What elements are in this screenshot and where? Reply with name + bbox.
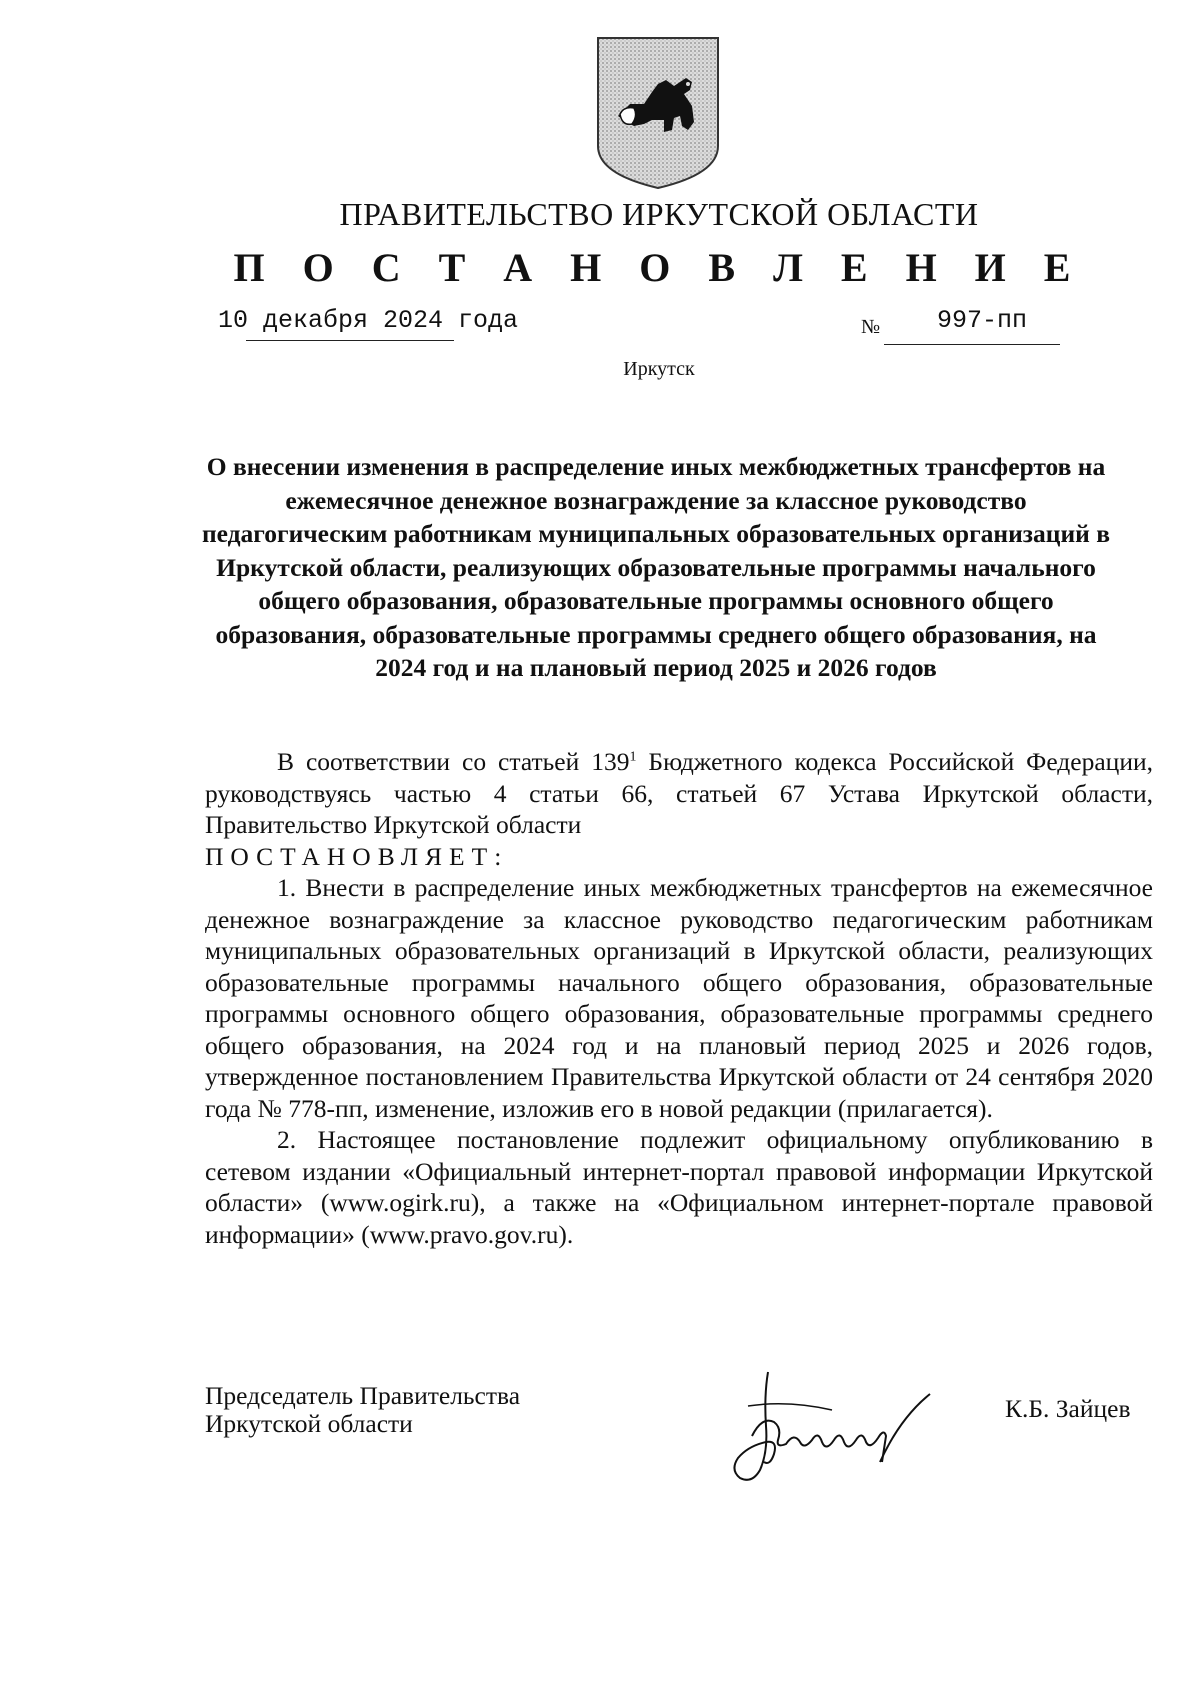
preamble-paragraph	[205, 746, 1153, 841]
signatory-position	[205, 1382, 520, 1438]
issue-city: Иркутск	[623, 358, 695, 380]
signatory-name: К.Б. Зайцев	[1005, 1394, 1131, 1423]
document-heading: О внесении изменения в распределение иных межбюджетных трансфертов на ежемесячное денежное вознаграждение за классное руководство педагогическим работникам муниципальных образовательных организаций в Иркутской области, реализующих образовательные программы начального общего образования, образовательные программы основного общего образования, образовательные программы среднего общего образования, на 2024 год и на плановый период 2025 и 2026 годов	[201, 452, 1111, 682]
handwritten-signature	[708, 1366, 958, 1490]
document-type-title: П О С Т А Н О В Л Е Н И Е	[233, 245, 1085, 290]
preamble-text-start: В соответствии со статьей 139	[277, 747, 630, 776]
number-sign: №	[861, 316, 881, 338]
date-underline	[246, 340, 454, 341]
government-title: ПРАВИТЕЛЬСТВО ИРКУТСКОЙ ОБЛАСТИ	[339, 196, 979, 232]
document-number: 997-пп	[937, 306, 1028, 335]
position-line-1: Председатель Правительства	[205, 1381, 521, 1410]
coat-of-arms-icon	[594, 34, 722, 192]
position-line-2: Иркутской области	[205, 1409, 413, 1438]
document-body	[205, 746, 1153, 1250]
number-underline	[884, 344, 1060, 345]
article-superscript: 1	[629, 749, 637, 765]
preamble-text-end: Бюджетного кодекса Российской Федерации, руководствуясь частью 4 статьи 66, статьей 67 Устава Иркутской области, Правительство Иркутской области	[205, 747, 1153, 839]
document-date: 10 декабря 2024 года	[218, 306, 519, 335]
item-1-paragraph: 1. Внести в распределение иных межбюджетных трансфертов на ежемесячное денежное вознаграждение за классное руководство педагогическим работникам муниципальных образовательных организаций в Иркутской области, реализующих образовательные программы начального общего образования, образовательные программы основного общего образования, образовательные программы среднего общего образования, на 2024 год и на плановый период 2025 и 2026 годов, утвержденное постановлением Правительства Иркутской области от 24 сентября 2020 года № 778-пп, изменение, изложив его в новой редакции (прилагается).	[205, 873, 1153, 1123]
item-2-paragraph: 2. Настоящее постановление подлежит официальному опубликованию в сетевом издании «Официальный интернет-портал правовой информации Иркутской области» (www.ogirk.ru), а также на «Официальном интернет-портале правовой информации» (www.pravo.gov.ru).	[205, 1125, 1153, 1249]
resolves-heading: ПОСТАНОВЛЯЕТ:	[205, 841, 509, 871]
